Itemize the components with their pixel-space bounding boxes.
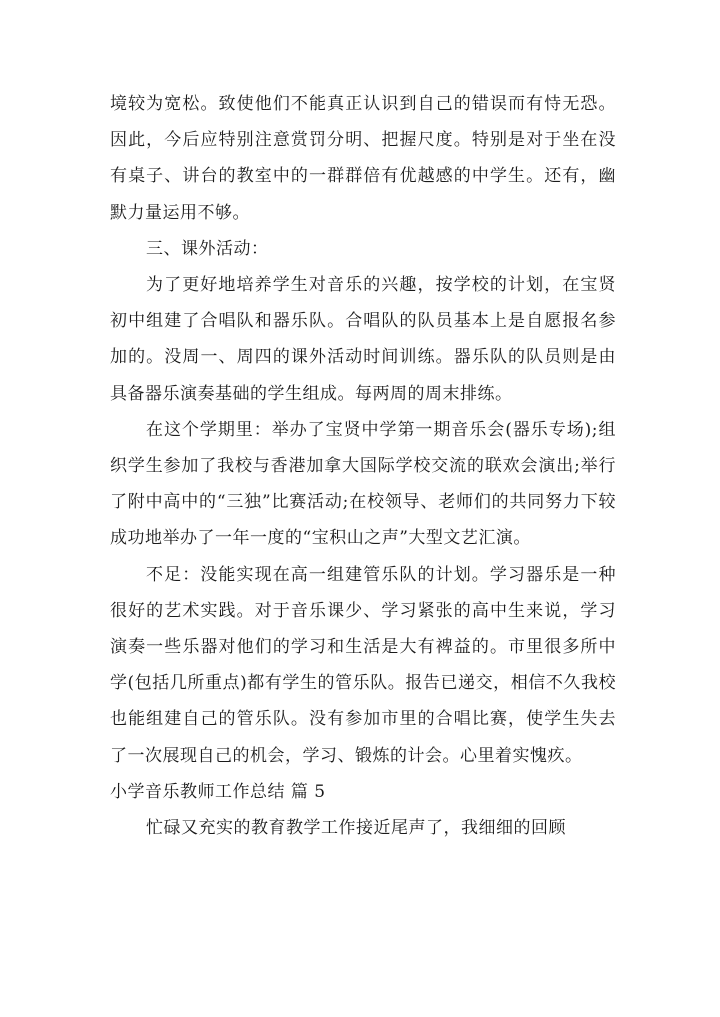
section-heading-extracurricular: 三、课外活动：	[146, 238, 269, 259]
paragraph-choir-band: 为了更好地培养学生对音乐的兴趣，按学校的计划，在宝贤初中组建了合唱队和器乐队。合唱队的队员基本上是自愿报名参加的。没周一、周四的课外活动时间训练。器乐队的队员则是由具备器乐演奏基础的学生组成。每两周的周末排练。	[110, 275, 616, 404]
document-body	[110, 86, 616, 846]
paragraph-semester-events: 在这个学期里：举办了宝贤中学第一期音乐会(器乐专场);组织学生参加了我校与香港加拿大国际学校交流的联欢会演出;举行了附中高中的“三独”比赛活动;在校领导、老师们的共同努力下较成功地举办了一年一度的“宝积山之声”大型文艺汇演。	[110, 419, 616, 549]
paragraph-intro: 忙碌又充实的教育教学工作接近尾声了，我细细的回顾	[146, 818, 566, 839]
article-title: 小学音乐教师工作总结 篇 5	[110, 781, 326, 802]
paragraph-shortcomings: 不足：没能实现在高一组建管乐队的计划。学习器乐是一种很好的艺术实践。对于音乐课少、学习紧张的高中生来说，学习演奏一些乐器对他们的学习和生活是大有裨益的。市里很多所中学(包括几所重点)都有学生的管乐队。报告已递交，相信不久我校也能组建自己的管乐队。没有参加市里的合唱比赛，使学生失去了一次展现自己的机会，学习、锻炼的计会。心里着实愧疚。	[110, 564, 616, 766]
paragraph-continuation: 境较为宽松。致使他们不能真正认识到自己的错误而有恃无恐。因此，今后应特别注意赏罚分明、把握尺度。特别是对于坐在没有桌子、讲台的教室中的一群群倍有优越感的中学生。还有，幽默力量运用不够。	[110, 94, 616, 223]
